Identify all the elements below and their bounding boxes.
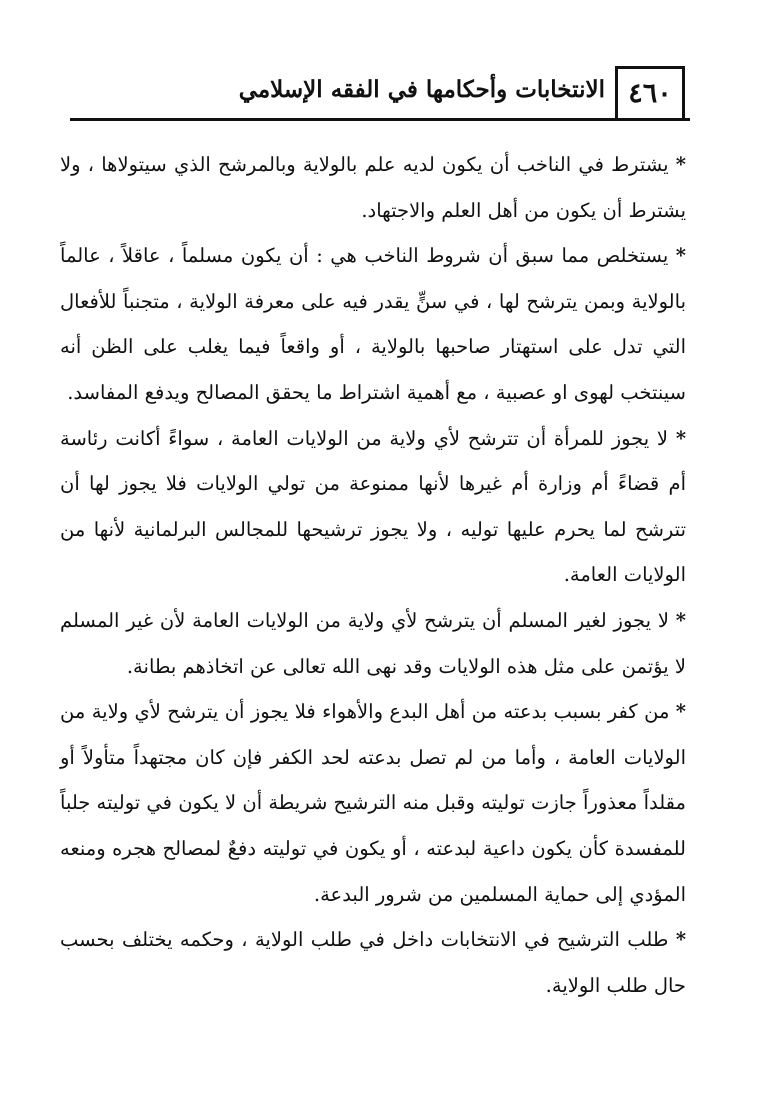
paragraph bbox=[60, 598, 686, 689]
bullet-star: * bbox=[675, 608, 686, 632]
paragraph-text: من كفر بسبب بدعته من أهل البدع والأهواء فلا يجوز أن يترشح لأي ولاية من الولايات العامة ، وأما من لم تصل بدعته لحد الكفر فإن كان مجتهداً متأولاً أو مقلداً معذوراً جازت توليته وقبل منه الترشيح شريطة أن لا يكون في توليته جلباً للمفسدة كأن يكون داعية لبدعته ، أو يكون في توليته دفعٌ لمصالح هجره ومنعه المؤدي إلى حماية المسلمين من شرور البدعة. bbox=[60, 700, 686, 906]
header-rule bbox=[70, 118, 690, 121]
paragraph bbox=[60, 233, 686, 415]
bullet-star: * bbox=[675, 928, 687, 952]
paragraph-text: طلب الترشيح في الانتخابات داخل في طلب الولاية ، وحكمه يختلف بحسب حال طلب الولاية. bbox=[60, 928, 686, 997]
page-body bbox=[60, 142, 686, 1008]
paragraph bbox=[60, 142, 686, 233]
paragraph-text: يستخلص مما سبق أن شروط الناخب هي : أن يكون مسلماً ، عاقلاً ، عالماً بالولاية وبمن يترشح لها ، في سنٍّ يقدر فيه على معرفة الولاية ، متجنباً للأفعال التي تدل على استهتار صاحبها بالولاية ، أو واقعاً فيما يغلب على الظن أنه سينتخب لهوى او عصبية ، مع أهمية اشتراط ما يحقق المصالح ويدفع المفاسد. bbox=[60, 244, 686, 404]
page-header bbox=[70, 66, 690, 128]
page-number: ٤٦٠ bbox=[615, 66, 685, 118]
paragraph bbox=[60, 689, 686, 917]
paragraph-text: لا يجوز للمرأة أن تترشح لأي ولاية من الولايات العامة ، سواءً أكانت رئاسة أم قضاءً أم وزارة أم غيرها لأنها ممنوعة من تولي الولايات فلا يجوز لها أن تترشح لما يحرم عليها توليه ، ولا يجوز ترشيحها للمجالس البرلمانية لأنها من الولايات العامة. bbox=[60, 426, 686, 587]
bullet-star: * bbox=[675, 153, 686, 176]
paragraph-text: لا يجوز لغير المسلم أن يترشح لأي ولاية من الولايات العامة لأن غير المسلم لا يؤتمن على مثل هذه الولايات وقد نهى الله تعالى عن اتخاذهم بطانة. bbox=[60, 608, 686, 678]
bullet-star: * bbox=[675, 244, 686, 268]
bullet-star: * bbox=[675, 700, 686, 724]
bullet-star: * bbox=[675, 426, 687, 450]
paragraph bbox=[60, 917, 686, 1008]
paragraph-text: يشترط في الناخب أن يكون لديه علم بالولاية وبالمرشح الذي سيتولاها ، ولا يشترط أن يكون من أهل العلم والاجتهاد. bbox=[60, 153, 686, 222]
running-title: الانتخابات وأحكامها في الفقه الإسلامي bbox=[238, 76, 605, 103]
paragraph bbox=[60, 416, 686, 598]
